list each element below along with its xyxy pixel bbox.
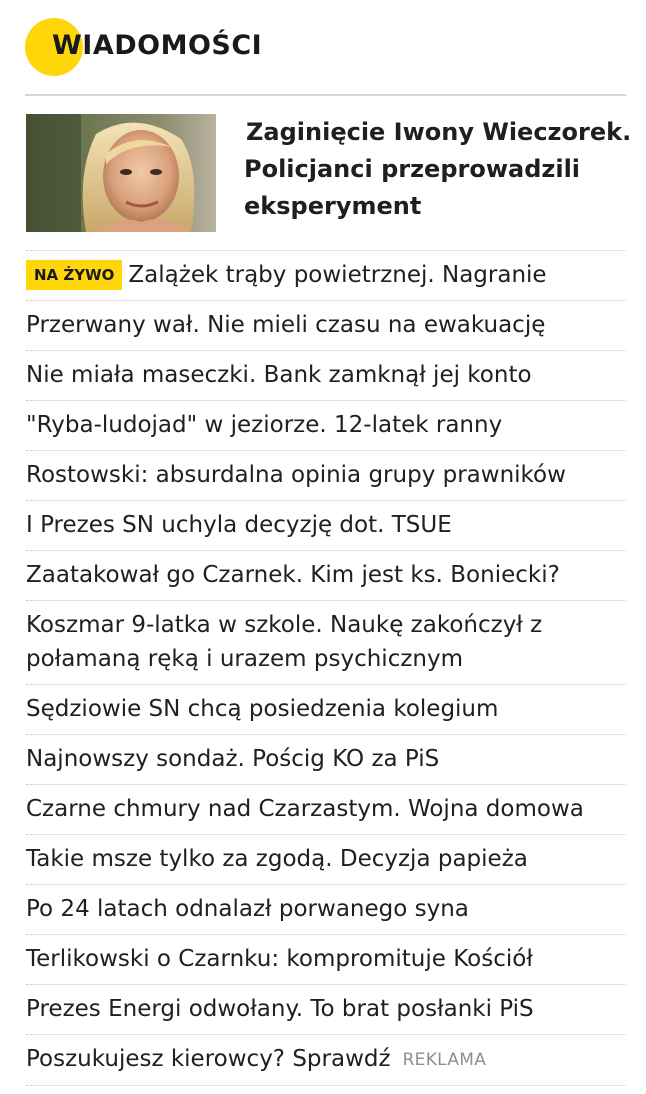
headline-text[interactable]: Nie miała maseczki. Bank zamknął jej konto — [26, 362, 532, 388]
headline-text[interactable]: Terlikowski o Czarnku: kompromituje Kościół — [26, 946, 533, 972]
list-item[interactable] — [26, 550, 626, 600]
headline-text[interactable]: "Ryba-ludojad" w jeziorze. 12-latek ranny — [26, 412, 503, 438]
headline-text[interactable]: Zalążek trąby powietrznej. Nagranie — [128, 262, 547, 288]
ad-label: REKLAMA — [402, 1050, 487, 1070]
headline-text[interactable]: Takie msze tylko za zgodą. Decyzja papieża — [26, 846, 528, 872]
section-title[interactable]: WIADOMOŚCI — [52, 30, 263, 61]
headline-list — [26, 250, 626, 1086]
list-item[interactable] — [26, 884, 626, 934]
list-item[interactable] — [26, 300, 626, 350]
section-header — [0, 0, 646, 94]
list-bottom-divider — [26, 1085, 626, 1086]
headline-text[interactable]: Najnowszy sondaż. Pościg KO za PiS — [26, 746, 440, 772]
list-item[interactable] — [26, 500, 626, 550]
headline-text[interactable]: Po 24 latach odnalazł porwanego syna — [26, 896, 469, 922]
list-item[interactable] — [26, 450, 626, 500]
headline-text[interactable]: Rostowski: absurdalna opinia grupy prawników — [26, 462, 566, 488]
ad-headline-text[interactable]: Poszukujesz kierowcy? Sprawdź — [26, 1046, 391, 1072]
live-badge: NA ŻYWO — [26, 260, 122, 290]
list-item[interactable] — [26, 600, 626, 684]
header-divider — [25, 94, 626, 96]
headline-text[interactable]: Koszmar 9-latka w szkole. Naukę zakończył z połamaną ręką i urazem psychicznym — [26, 612, 543, 672]
list-item[interactable] — [26, 400, 626, 450]
headline-text[interactable]: Czarne chmury nad Czarzastym. Wojna domowa — [26, 796, 584, 822]
list-item[interactable] — [26, 834, 626, 884]
list-item[interactable] — [26, 734, 626, 784]
list-item[interactable] — [26, 684, 626, 734]
headline-text[interactable]: Przerwany wał. Nie mieli czasu na ewakuację — [26, 312, 546, 338]
featured-thumbnail[interactable] — [26, 114, 216, 232]
list-item[interactable] — [26, 784, 626, 834]
list-item[interactable] — [26, 934, 626, 984]
list-item-ad[interactable] — [26, 1034, 626, 1085]
headline-text[interactable]: I Prezes SN uchyla decyzję dot. TSUE — [26, 512, 452, 538]
headline-text[interactable]: Zaatakował go Czarnek. Kim jest ks. Boniecki? — [26, 562, 560, 588]
headline-text[interactable]: Sędziowie SN chcą posiedzenia kolegium — [26, 696, 499, 722]
list-item[interactable] — [26, 350, 626, 400]
headline-text[interactable]: Prezes Energi odwołany. To brat posłanki PiS — [26, 996, 534, 1022]
featured-headline[interactable]: Zaginięcie Iwony Wieczorek. Policjanci przeprowadzili eksperyment — [244, 118, 632, 220]
list-item[interactable] — [26, 984, 626, 1034]
list-item[interactable] — [26, 250, 626, 300]
featured-photo — [26, 114, 216, 232]
featured-article[interactable] — [26, 114, 632, 232]
